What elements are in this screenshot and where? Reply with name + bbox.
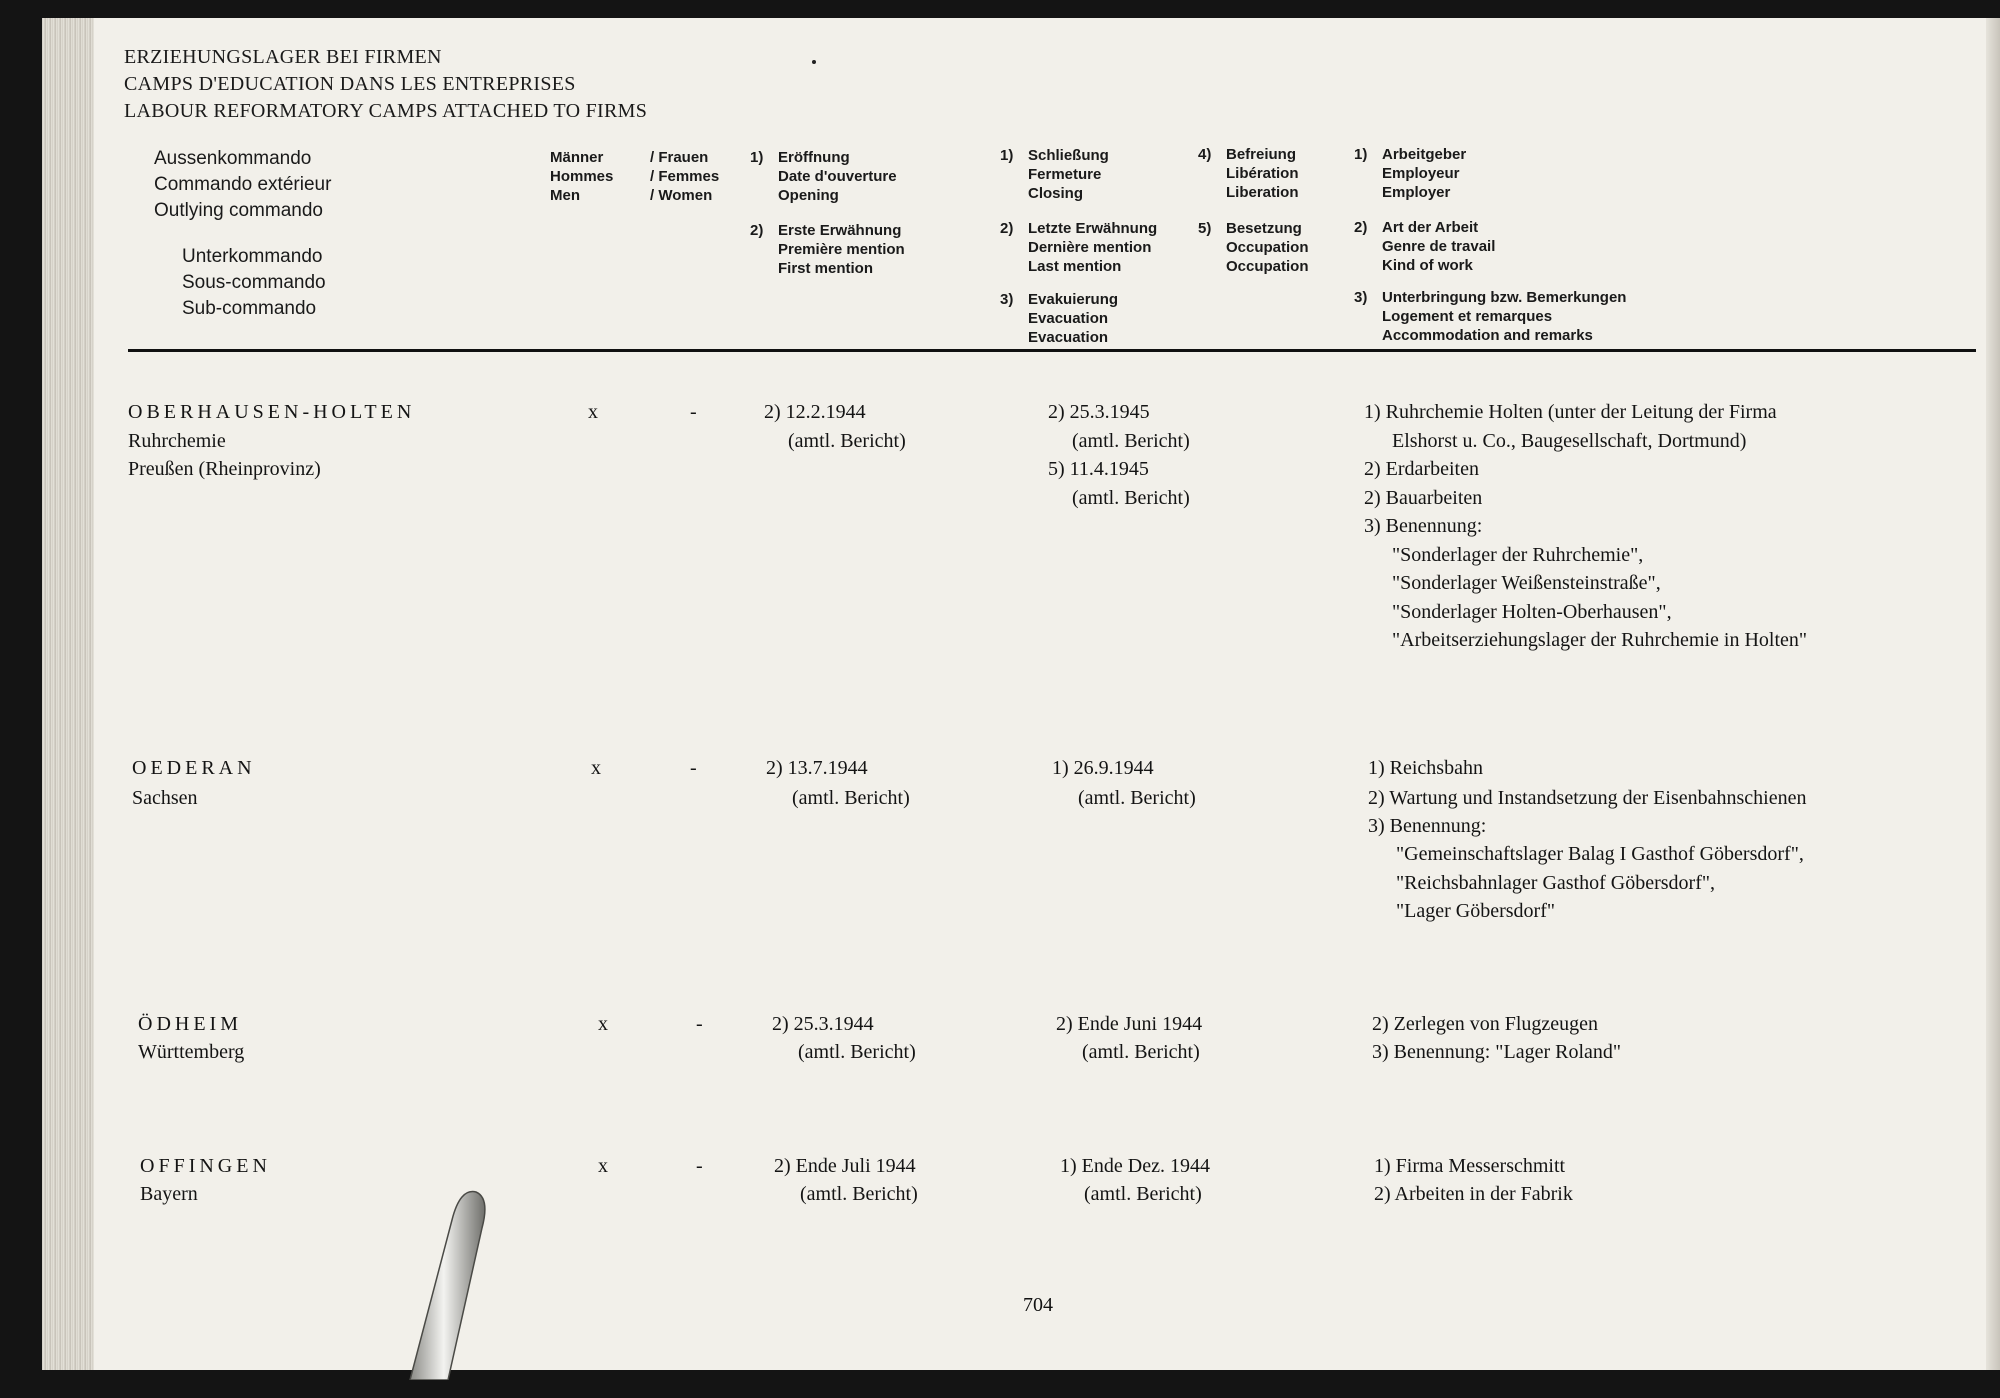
opening-source: (amtl. Bericht) (788, 430, 906, 452)
men-mark: x (598, 1155, 608, 1177)
occupation-date: 5) 11.4.1945 (1048, 458, 1149, 480)
page-header (124, 44, 647, 125)
opening-source: (amtl. Bericht) (792, 787, 910, 809)
legend-subcommando (182, 244, 326, 322)
men-mark: x (598, 1013, 608, 1035)
legend-commando (154, 146, 331, 224)
remark-line: 2) Zerlegen von Flugzeugen (1372, 1013, 1599, 1035)
opening-date: 2) Ende Juli 1944 (774, 1155, 916, 1177)
women-mark: - (696, 1155, 703, 1177)
title-de: ERZIEHUNGSLAGER BEI FIRMEN (124, 46, 442, 68)
occupation-source: (amtl. Bericht) (1072, 487, 1190, 509)
remark-line: "Reichsbahnlager Gasthof Göbersdorf", (1396, 872, 1716, 894)
remark-line: "Arbeitserziehungslager der Ruhrchemie in Holten" (1392, 629, 1808, 651)
legend-accommodation: 3) Unterbringung bzw. Bemerkungen Logement et remarques Accommodation and remarks (1354, 289, 1627, 344)
page-edge-right (1986, 18, 2000, 1370)
title-en: LABOUR REFORMATORY CAMPS ATTACHED TO FIRMS (124, 100, 648, 122)
entry-region: Preußen (Rheinprovinz) (128, 458, 321, 480)
legend-opening: 1) Eröffnung Date d'ouverture Opening (750, 149, 897, 204)
remark-line: "Lager Göbersdorf" (1396, 900, 1556, 922)
legend-sub-de: Unterkommando (182, 246, 323, 267)
remark-line: 2) Arbeiten in der Fabrik (1374, 1183, 1573, 1205)
remark-line: 2) Wartung und Instandsetzung der Eisenbahnschienen (1368, 787, 1807, 809)
remark-line: 1) Ruhrchemie Holten (unter der Leitung der Firma (1364, 401, 1777, 423)
closing-source: (amtl. Bericht) (1084, 1183, 1202, 1205)
legend-first-mention: 2) Erste Erwähnung Première mention First mention (750, 222, 905, 277)
women-mark: - (690, 757, 697, 779)
legend-liberation: 4) Befreiung Libération Liberation (1198, 146, 1299, 201)
book-page (42, 18, 2000, 1370)
entry-name-oederan: OEDERAN (132, 757, 256, 779)
opening-date: 2) 12.2.1944 (764, 401, 866, 423)
opening-date: 2) 25.3.1944 (772, 1013, 874, 1035)
closing-source: (amtl. Bericht) (1082, 1041, 1200, 1063)
legend-employer: 1) Arbeitgeber Employeur Employer (1354, 146, 1467, 201)
legend-gender (550, 148, 719, 205)
remark-line: 2) Bauarbeiten (1364, 487, 1483, 509)
header-rule (128, 349, 1976, 352)
closing-source: (amtl. Bericht) (1078, 787, 1196, 809)
legend-men-en: Men (550, 187, 580, 204)
men-mark: x (591, 757, 601, 779)
legend-evacuation: 3) Evakuierung Evacuation Evacuation (1000, 291, 1119, 346)
entry-region: Bayern (140, 1183, 198, 1205)
women-mark: - (690, 401, 697, 423)
legend-commando-fr: Commando extérieur (154, 174, 332, 195)
legend-occupation: 5) Besetzung Occupation Occupation (1198, 220, 1309, 275)
legend-commando-de: Aussenkommando (154, 148, 312, 169)
remark-line: 3) Benennung: (1368, 815, 1487, 837)
page-edges (42, 18, 94, 1370)
closing-date: 2) 25.3.1945 (1048, 401, 1150, 423)
legend-women-fr: / Femmes (650, 168, 720, 185)
legend-last-mention: 2) Letzte Erwähnung Dernière mention Last mention (1000, 220, 1158, 275)
remark-line: "Sonderlager Holten-Oberhausen", (1392, 601, 1672, 623)
entry-region: Ruhrchemie (128, 430, 226, 452)
page-number: 704 (1023, 1294, 1053, 1316)
title-fr: CAMPS D'EDUCATION DANS LES ENTREPRISES (124, 73, 576, 95)
opening-date: 2) 13.7.1944 (766, 757, 868, 779)
women-mark: - (696, 1013, 703, 1035)
remark-line: 3) Benennung: (1364, 515, 1483, 537)
legend-men-de: Männer (550, 149, 604, 166)
entry-name-oberhausen-holten: OBERHAUSEN-HOLTEN (128, 401, 416, 423)
remark-line: Elshorst u. Co., Baugesellschaft, Dortmund) (1392, 430, 1747, 452)
remark-line: 2) Erdarbeiten (1364, 458, 1479, 480)
entry-region: Sachsen (132, 787, 198, 809)
stylus-pointer-icon (390, 1180, 500, 1380)
speck (812, 60, 816, 64)
opening-source: (amtl. Bericht) (798, 1041, 916, 1063)
legend-sub-fr: Sous-commando (182, 272, 326, 293)
legend-women-de: / Frauen (650, 149, 709, 166)
remark-line: 1) Firma Messerschmitt (1374, 1155, 1566, 1177)
legend-men-fr: Hommes (550, 168, 614, 185)
legend-commando-en: Outlying commando (154, 200, 323, 221)
entry-name-odheim: ÖDHEIM (138, 1013, 242, 1035)
closing-source: (amtl. Bericht) (1072, 430, 1190, 452)
remark-line: 3) Benennung: "Lager Roland" (1372, 1041, 1622, 1063)
entry-name-offingen: OFFINGEN (140, 1155, 271, 1177)
men-mark: x (588, 401, 598, 423)
legend-sub-en: Sub-commando (182, 298, 317, 319)
opening-source: (amtl. Bericht) (800, 1183, 918, 1205)
legend-kind-of-work: 2) Art der Arbeit Genre de travail Kind of work (1354, 219, 1496, 274)
legend-women-en: / Women (650, 187, 713, 204)
legend-closing: 1) Schließung Fermeture Closing (1000, 147, 1109, 202)
remark-line: "Sonderlager Weißensteinstraße", (1392, 572, 1661, 594)
closing-date: 1) 26.9.1944 (1052, 757, 1154, 779)
closing-date: 1) Ende Dez. 1944 (1060, 1155, 1210, 1177)
entry-region: Württemberg (138, 1041, 245, 1063)
closing-date: 2) Ende Juni 1944 (1056, 1013, 1203, 1035)
remark-line: "Sonderlager der Ruhrchemie", (1392, 544, 1644, 566)
remark-line: 1) Reichsbahn (1368, 757, 1483, 779)
remark-line: "Gemeinschaftslager Balag I Gasthof Göbersdorf", (1396, 843, 1804, 865)
